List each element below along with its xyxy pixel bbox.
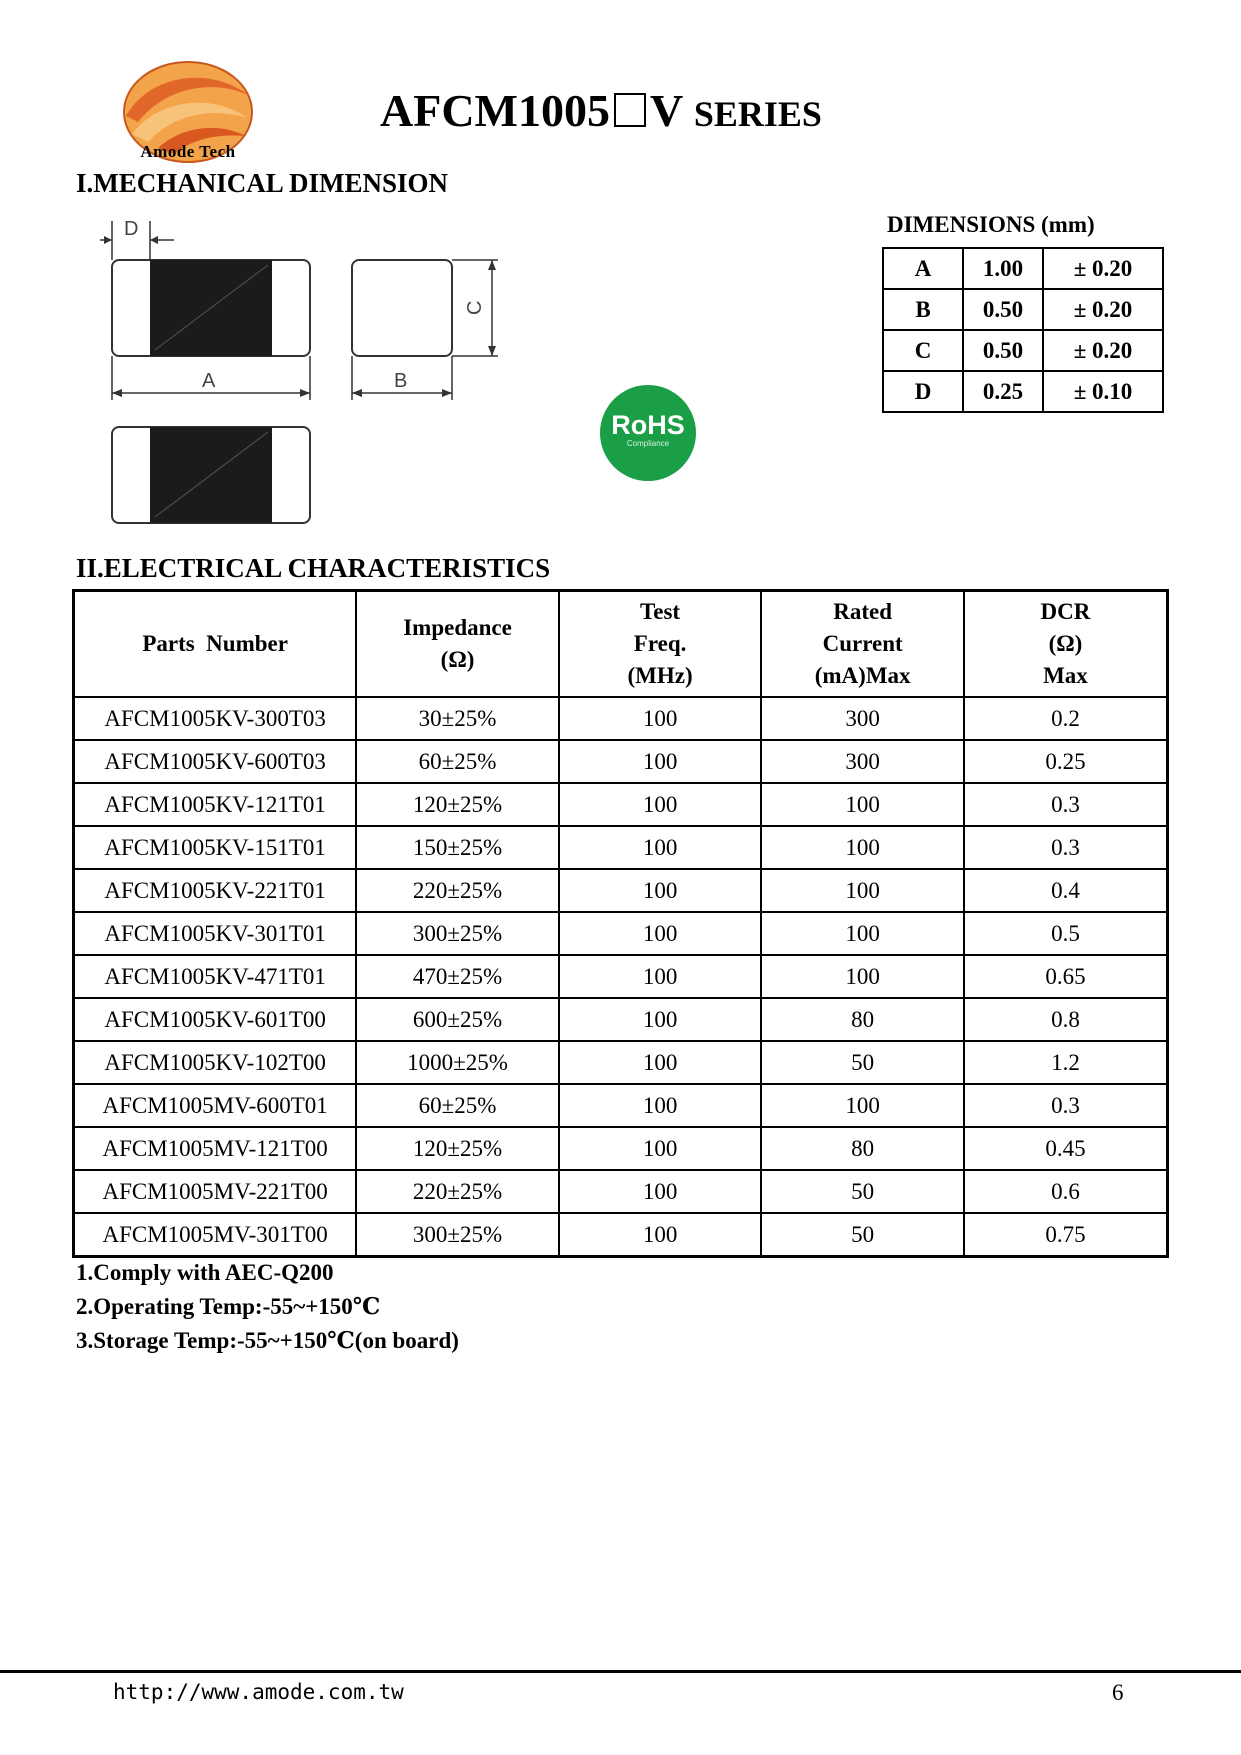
table-cell: 100 xyxy=(559,955,762,998)
dimension-value: 1.00 xyxy=(963,248,1043,289)
dimension-tolerance: ± 0.20 xyxy=(1043,248,1163,289)
section-mechanical-heading: I.MECHANICAL DIMENSION xyxy=(76,168,449,198)
note-item: 2.Operating Temp:-55~+150℃ xyxy=(76,1294,381,1319)
column-header-line: Rated xyxy=(833,599,893,624)
table-cell: AFCM1005KV-221T01 xyxy=(74,869,357,912)
table-cell: 100 xyxy=(559,1127,762,1170)
mechanical-drawing xyxy=(100,215,520,530)
table-cell: 100 xyxy=(559,869,762,912)
label-d: D xyxy=(124,218,139,240)
table-cell: AFCM1005MV-301T00 xyxy=(74,1213,357,1257)
table-cell: 0.3 xyxy=(964,783,1168,826)
column-header xyxy=(761,591,964,698)
table-cell: 100 xyxy=(559,740,762,783)
column-header-line: (mA)Max xyxy=(814,663,911,688)
table-cell: 300±25% xyxy=(356,1213,559,1257)
table-cell: AFCM1005KV-300T03 xyxy=(74,697,357,740)
label-b: B xyxy=(394,370,408,392)
table-cell: 100 xyxy=(761,912,964,955)
label-a: A xyxy=(202,370,216,392)
table-cell: 0.25 xyxy=(964,740,1168,783)
table-cell: AFCM1005MV-600T01 xyxy=(74,1084,357,1127)
dimensions-table xyxy=(882,247,1164,413)
column-header xyxy=(964,591,1168,698)
label-c: C xyxy=(464,300,486,315)
table-cell: 100 xyxy=(761,955,964,998)
table-cell: 0.3 xyxy=(964,826,1168,869)
dimension-row xyxy=(883,330,1163,371)
table-cell: AFCM1005KV-102T00 xyxy=(74,1041,357,1084)
document-title xyxy=(380,84,822,137)
column-header-line: Max xyxy=(1043,663,1088,688)
dimension-value: 0.50 xyxy=(963,289,1043,330)
table-cell: 100 xyxy=(761,783,964,826)
section-electrical-heading: II.ELECTRICAL CHARACTERISTICS xyxy=(76,553,551,583)
title-prefix: AFCM1005 xyxy=(380,85,610,136)
table-cell: 600±25% xyxy=(356,998,559,1041)
table-cell: AFCM1005KV-471T01 xyxy=(74,955,357,998)
table-cell: 80 xyxy=(761,998,964,1041)
column-header-line: (MHz) xyxy=(627,663,693,688)
page-number: 6 xyxy=(1112,1680,1124,1705)
title-suffix: V xyxy=(649,85,683,136)
rohs-title: RoHS xyxy=(611,410,685,440)
table-row xyxy=(74,1084,1168,1127)
column-header-line: Freq. xyxy=(633,631,687,656)
table-cell: 100 xyxy=(559,826,762,869)
electrical-table xyxy=(72,589,1169,1258)
dimension-tolerance: ± 0.20 xyxy=(1043,330,1163,371)
title-series: SERIES xyxy=(693,94,822,134)
notes xyxy=(76,1256,459,1358)
table-row xyxy=(74,1041,1168,1084)
dimension-label: C xyxy=(883,330,963,371)
table-cell: 50 xyxy=(761,1170,964,1213)
table-cell: 80 xyxy=(761,1127,964,1170)
table-cell: AFCM1005KV-601T00 xyxy=(74,998,357,1041)
table-row xyxy=(74,783,1168,826)
column-header-line: (Ω) xyxy=(440,647,475,672)
table-cell: 0.3 xyxy=(964,1084,1168,1127)
table-cell: 150±25% xyxy=(356,826,559,869)
column-header xyxy=(559,591,762,698)
rohs-subtitle: Compliance xyxy=(626,439,670,448)
table-cell: 0.45 xyxy=(964,1127,1168,1170)
table-row xyxy=(74,1213,1168,1257)
footer-divider xyxy=(0,1670,1241,1673)
table-cell: 30±25% xyxy=(356,697,559,740)
column-header-line: Impedance xyxy=(403,615,512,640)
table-row xyxy=(74,869,1168,912)
table-row xyxy=(74,740,1168,783)
dimension-row xyxy=(883,248,1163,289)
table-cell: AFCM1005KV-600T03 xyxy=(74,740,357,783)
table-cell: AFCM1005KV-301T01 xyxy=(74,912,357,955)
table-cell: 0.8 xyxy=(964,998,1168,1041)
table-row xyxy=(74,1127,1168,1170)
column-header-line: Current xyxy=(822,631,903,656)
dimension-row xyxy=(883,371,1163,412)
table-cell: 100 xyxy=(559,697,762,740)
table-cell: 0.5 xyxy=(964,912,1168,955)
table-row xyxy=(74,998,1168,1041)
table-cell: 50 xyxy=(761,1041,964,1084)
dimension-label: D xyxy=(883,371,963,412)
table-cell: 100 xyxy=(559,998,762,1041)
table-cell: 220±25% xyxy=(356,869,559,912)
column-header-line: DCR xyxy=(1040,599,1091,624)
table-cell: 100 xyxy=(761,869,964,912)
column-header-line: Test xyxy=(640,599,681,624)
placeholder-box xyxy=(614,93,646,127)
rohs-badge xyxy=(600,385,696,481)
table-cell: 470±25% xyxy=(356,955,559,998)
table-cell: 1000±25% xyxy=(356,1041,559,1084)
table-cell: 0.4 xyxy=(964,869,1168,912)
dimension-value: 0.50 xyxy=(963,330,1043,371)
footer-url[interactable]: http://www.amode.com.tw xyxy=(113,1680,404,1704)
logo-text: Amode Tech xyxy=(140,142,236,161)
dimension-label: B xyxy=(883,289,963,330)
table-cell: 1.2 xyxy=(964,1041,1168,1084)
table-cell: 0.2 xyxy=(964,697,1168,740)
table-cell: 300 xyxy=(761,740,964,783)
dimension-tolerance: ± 0.20 xyxy=(1043,289,1163,330)
table-cell: AFCM1005MV-221T00 xyxy=(74,1170,357,1213)
table-cell: 120±25% xyxy=(356,1127,559,1170)
column-header-line: Parts Number xyxy=(142,631,288,656)
table-cell: AFCM1005KV-121T01 xyxy=(74,783,357,826)
table-cell: 220±25% xyxy=(356,1170,559,1213)
table-cell: 100 xyxy=(559,1041,762,1084)
column-header-line: (Ω) xyxy=(1048,631,1083,656)
dimension-label: A xyxy=(883,248,963,289)
dimension-value: 0.25 xyxy=(963,371,1043,412)
table-cell: 0.65 xyxy=(964,955,1168,998)
table-cell: 100 xyxy=(559,912,762,955)
table-cell: 100 xyxy=(761,826,964,869)
table-cell: 300±25% xyxy=(356,912,559,955)
table-cell: 100 xyxy=(761,1084,964,1127)
dimension-row xyxy=(883,289,1163,330)
dimension-tolerance: ± 0.10 xyxy=(1043,371,1163,412)
note-item: 1.Comply with AEC-Q200 xyxy=(76,1260,334,1285)
column-header xyxy=(356,591,559,698)
note-item: 3.Storage Temp:-55~+150℃(on board) xyxy=(76,1328,459,1353)
table-cell: AFCM1005MV-121T00 xyxy=(74,1127,357,1170)
table-cell: 60±25% xyxy=(356,1084,559,1127)
table-cell: 0.6 xyxy=(964,1170,1168,1213)
table-row xyxy=(74,912,1168,955)
table-cell: 50 xyxy=(761,1213,964,1257)
table-cell: AFCM1005KV-151T01 xyxy=(74,826,357,869)
table-cell: 100 xyxy=(559,1170,762,1213)
table-cell: 100 xyxy=(559,783,762,826)
table-row xyxy=(74,697,1168,740)
table-cell: 0.75 xyxy=(964,1213,1168,1257)
column-header xyxy=(74,591,357,698)
table-row xyxy=(74,1170,1168,1213)
table-cell: 120±25% xyxy=(356,783,559,826)
table-row xyxy=(74,955,1168,998)
dimensions-caption: DIMENSIONS (mm) xyxy=(887,212,1095,237)
table-cell: 100 xyxy=(559,1213,762,1257)
table-cell: 60±25% xyxy=(356,740,559,783)
table-cell: 100 xyxy=(559,1084,762,1127)
table-cell: 300 xyxy=(761,697,964,740)
table-row xyxy=(74,826,1168,869)
